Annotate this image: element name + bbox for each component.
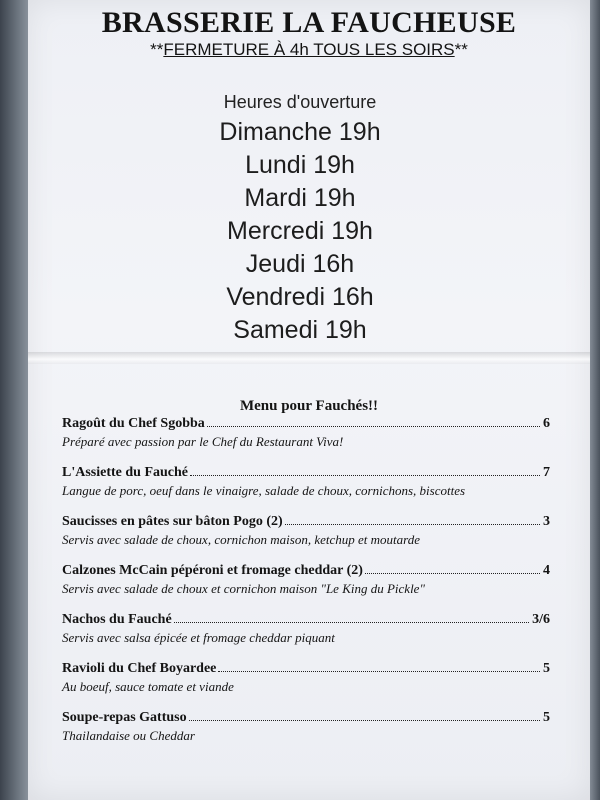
leader-dots: [174, 621, 529, 623]
menu-item: [62, 661, 550, 710]
leader-dots: [207, 425, 540, 427]
hours-heading: Heures d'ouverture: [223, 92, 377, 112]
menu-item-price: 3/6: [532, 612, 550, 627]
menu-item-name: Calzones McCain pépéroni et fromage cheddar (2): [62, 563, 363, 578]
menu-item-description: Au boeuf, sauce tomate et viande: [62, 679, 234, 694]
menu-item-description: Servis avec salsa épicée et fromage cheddar piquant: [62, 630, 335, 645]
closing-notice: [28, 40, 590, 60]
menu-item-name: L'Assiette du Fauché: [62, 465, 188, 480]
leader-dots: [218, 670, 540, 672]
menu-item: [62, 563, 550, 612]
menu-item-price: 5: [543, 661, 550, 676]
menu-item-price: 6: [543, 416, 550, 431]
menu-item-name: Nachos du Fauché: [62, 612, 172, 627]
menu-item-description: Préparé avec passion par le Chef du Restaurant Viva!: [62, 434, 344, 449]
menu-item-price: 4: [543, 563, 550, 578]
closing-notice-suffix: **: [454, 40, 468, 59]
menu-item-description: Servis avec salade de choux, cornichon maison, ketchup et moutarde: [62, 532, 421, 547]
page-title: BRASSERIE LA FAUCHEUSE: [101, 6, 517, 39]
menu-item-price: 7: [543, 465, 550, 480]
leader-dots: [365, 572, 540, 574]
closing-notice-prefix: **: [150, 40, 164, 59]
hours-day: Dimanche 19h: [219, 118, 381, 146]
menu-item: [62, 465, 550, 514]
menu-heading: Menu pour Fauchés!!: [239, 398, 379, 414]
hours-day: Mercredi 19h: [227, 217, 373, 245]
paper-fold: [28, 352, 590, 364]
menu-item-price: 5: [543, 710, 550, 725]
leader-dots: [190, 474, 540, 476]
hours-day: Mardi 19h: [244, 184, 356, 212]
hours-list: [180, 116, 420, 347]
menu-item-name: Saucisses en pâtes sur bâton Pogo (2): [62, 514, 283, 529]
hours-day: Jeudi 16h: [245, 250, 355, 278]
menu-item-description: Langue de porc, oeuf dans le vinaigre, salade de choux, cornichons, biscottes: [62, 483, 466, 498]
leader-dots: [285, 523, 540, 525]
menu-item: [62, 416, 550, 465]
hours-day: Lundi 19h: [245, 151, 355, 179]
menu-item-description: Thailandaise ou Cheddar: [62, 728, 195, 743]
menu-item-name: Ravioli du Chef Boyardee: [62, 661, 217, 676]
window-frame-left: [0, 0, 30, 800]
menu-item: [62, 514, 550, 563]
menu-item-price: 3: [543, 514, 550, 529]
leader-dots: [189, 719, 540, 721]
menu-item-description: Servis avec salade de choux et cornichon maison "Le King du Pickle": [62, 581, 425, 596]
menu-list: [62, 416, 550, 759]
menu-item: [62, 710, 550, 759]
menu-item-name: Ragoût du Chef Sgobba: [62, 416, 205, 431]
hours-day: Samedi 19h: [233, 316, 367, 344]
menu-item-name: Soupe-repas Gattuso: [62, 710, 187, 725]
menu-item: [62, 612, 550, 661]
closing-notice-text: FERMETURE À 4h TOUS LES SOIRS: [163, 40, 455, 59]
hours-day: Vendredi 16h: [226, 283, 374, 311]
